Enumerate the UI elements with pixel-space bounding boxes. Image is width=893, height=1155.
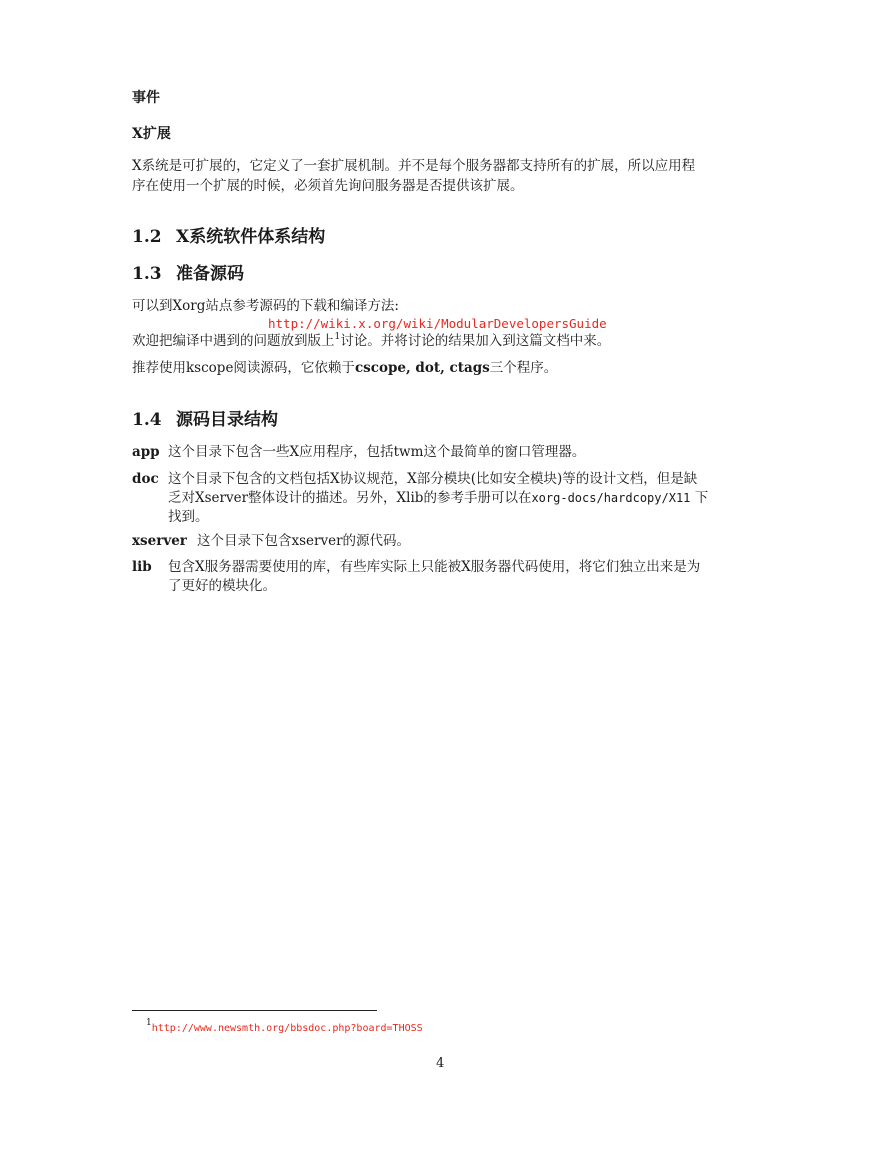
footnote-mark: 1	[146, 1018, 152, 1028]
dir-term: xserver	[132, 533, 187, 549]
footnote-link[interactable]: http://www.newsmth.org/bbsdoc.php?board=THOSS	[151, 1023, 423, 1034]
section-title: 源码目录结构	[176, 410, 278, 430]
section-title: 准备源码	[176, 264, 244, 284]
paragraph-line: X系统是可扩展的，它定义了一套扩展机制。并不是每个服务器都支持所有的扩展，所以应用程	[132, 158, 696, 174]
dir-desc-line: 包含X服务器需要使用的库，有些库实际上只能被X服务器代码使用，将它们独立出来是为	[168, 559, 701, 575]
x11-docs-path: xorg-docs/hardcopy/X11	[531, 491, 691, 505]
dir-item-lib	[132, 558, 752, 596]
recommend-text-after: 三个程序。	[489, 360, 558, 376]
dir-item-doc	[132, 470, 752, 527]
dir-desc-line: 找到。	[168, 509, 209, 525]
dir-desc-line: 下	[690, 490, 709, 506]
dir-desc-line: 乏对Xserver整体设计的描述。另外，Xlib的参考手册可以在	[168, 490, 532, 506]
paragraph-line: 序在使用一个扩展的时候，必须首先询问服务器是否提供该扩展。	[132, 178, 524, 194]
x-extension-paragraph	[132, 156, 695, 196]
source-intro-text: 可以到Xorg站点参考源码的下载和编译方法:	[132, 298, 399, 314]
recommend-tools: cscope, dot, ctags	[354, 360, 490, 376]
dir-item-xserver	[132, 532, 752, 551]
recommend-text-before: 推荐使用kscope阅读源码，它依赖于	[132, 360, 355, 376]
dir-term: doc	[132, 471, 159, 487]
section-number: 1.2	[132, 227, 162, 247]
section-number: 1.3	[132, 264, 162, 284]
dir-item-app	[132, 443, 752, 462]
section-title: X系统软件体系结构	[176, 227, 326, 247]
subsection-events: 事件	[132, 90, 160, 106]
dir-term: lib	[132, 559, 152, 575]
footnote-rule	[132, 1010, 377, 1011]
page-number: 4	[436, 1056, 445, 1071]
welcome-text-before: 欢迎把编译中遇到的问题放到版上	[132, 333, 335, 349]
footnote	[146, 1016, 423, 1035]
section-heading-1-2	[132, 222, 325, 247]
dir-desc-line: 了更好的模块化。	[168, 578, 276, 594]
welcome-paragraph	[132, 331, 610, 351]
dir-desc: 这个目录下包含一些X应用程序，包括twm这个最简单的窗口管理器。	[168, 444, 586, 460]
kscope-recommend-paragraph	[132, 358, 557, 378]
footnote-reference[interactable]: 1	[334, 332, 341, 342]
section-heading-1-4	[132, 405, 278, 430]
subsection-x-extension: X扩展	[132, 126, 171, 142]
dir-term: app	[132, 444, 160, 460]
dir-desc: 这个目录下包含xserver的源代码。	[197, 533, 411, 549]
section-number: 1.4	[132, 410, 162, 430]
modular-guide-link[interactable]: http://wiki.x.org/wiki/ModularDevelopersGuide	[268, 316, 607, 331]
section-heading-1-3	[132, 259, 244, 284]
dir-desc-line: 这个目录下包含的文档包括X协议规范，X部分模块(比如安全模块)等的设计文档，但是缺	[168, 471, 698, 487]
welcome-text-after: 讨论。并将讨论的结果加入到这篇文档中来。	[340, 333, 611, 349]
